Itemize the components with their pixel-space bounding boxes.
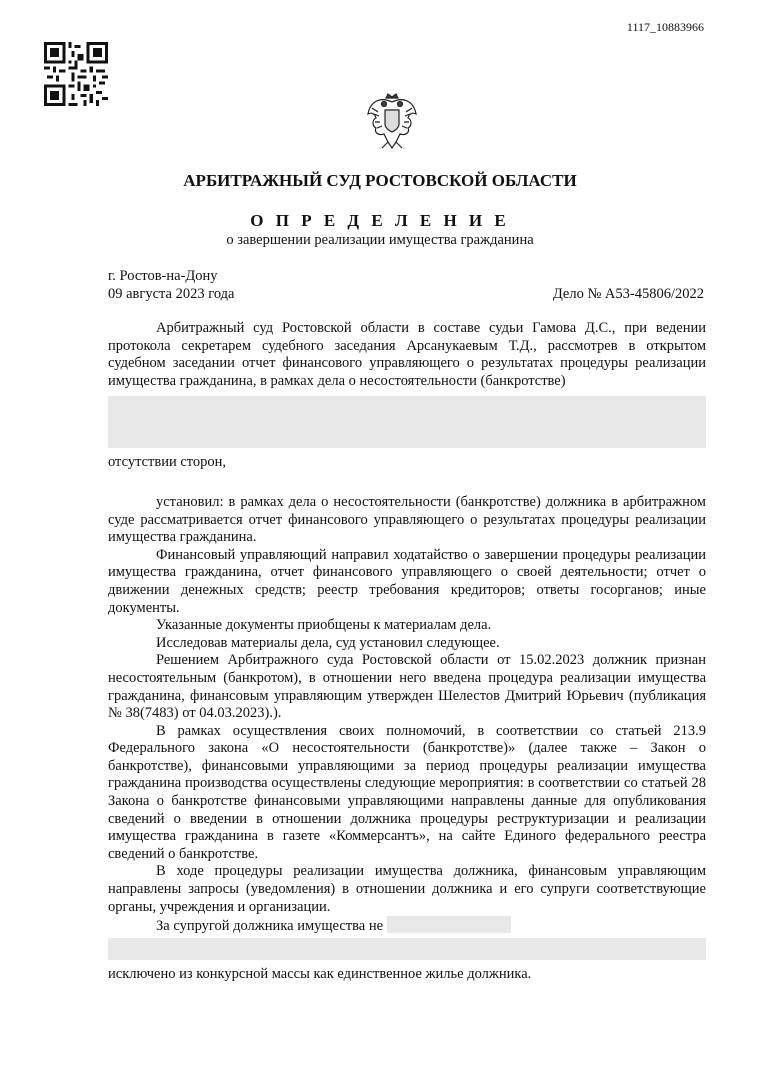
paragraph-examined: Исследовав материалы дела, суд установил следующее.	[156, 634, 500, 651]
redacted-line	[108, 938, 706, 960]
paragraph-excluded: исключено из конкурсной массы как единственное жилье должника.	[108, 965, 532, 982]
coat-of-arms-icon	[366, 92, 418, 152]
paragraph-intro-end: отсутствии сторон,	[108, 454, 227, 471]
paragraph-intro: Арбитражный суд Ростовской области в составе судьи Гамова Д.С., при ведении протокола секретарем судебного заседания Арсанукаевым Т.Д., рассмотрев в открытом судебном заседании отчет финансового управляющего о результатах процедуры реализации имущества гражданина, в рамках дела о несостоятельности (банкротстве)	[108, 320, 706, 389]
paragraph-established: установил: в рамках дела о несостоятельности (банкротстве) должника в арбитражном суде рассматривается отчет финансового управляющего о результатах процедуры реализации имущества гражданина.	[108, 493, 706, 546]
spouse-property-text: За супругой должника имущества не	[156, 918, 384, 935]
city: г. Ростов-на-Дону	[108, 268, 218, 284]
document-id: 1117_10883966	[626, 20, 704, 34]
document-subtitle: о завершении реализации имущества гражданина	[226, 232, 534, 248]
redacted-block	[108, 396, 706, 448]
document-title: О П Р Е Д Е Л Е Н И Е	[250, 211, 510, 230]
place-and-date	[108, 267, 234, 303]
paragraph-spouse-property	[108, 916, 706, 936]
date: 09 августа 2023 года	[108, 286, 235, 302]
paragraph-measures: В рамках осуществления своих полномочий, в соответствии со статьей 213.9 Федерального закона «О несостоятельности (банкротстве)» (далее также – Закон о банкротстве), финансовыми управляющими за период процедуры реализации имущества гражданина производства осуществлены следующие мероприятия: в соответствии со статьей 28 Закона о банкротстве финансовыми управляющими направлены данные для опубликования сведений о введении в отношении должника процедуры реструктуризации и реализации имущества гражданина в газете «Коммерсантъ», на сайте Единого федерального реестра сведений о банкротстве.	[108, 722, 706, 862]
paragraph-requests: В ходе процедуры реализации имущества должника, финансовым управляющим направлены запросы (уведомления) в отношении должника и его супруги соответствующие органы, учреждения и организации.	[108, 863, 706, 915]
document-body	[108, 320, 706, 983]
court-name: АРБИТРАЖНЫЙ СУД РОСТОВСКОЙ ОБЛАСТИ	[183, 171, 577, 190]
paragraph-motion: Финансовый управляющий направил ходатайство о завершении процедуры реализации имущества гражданина, отчет финансового управляющего о своей деятельности; отчет о движении денежных средств; реестр требования кредиторов; ответы госорганов; иные документы.	[108, 546, 706, 616]
case-number: Дело № А53-45806/2022	[552, 286, 704, 302]
qr-code	[44, 42, 108, 106]
paragraph-decision: Решением Арбитражного суда Ростовской области от 15.02.2023 должник признан несостоятельным (банкротом), в отношении него введена процедура реализации имущества гражданина, финансовым управляющим утвержден Шелестов Дмитрий Юрьевич (публикация № 38(7483) от 04.03.2023).).	[108, 652, 706, 722]
paragraph-attached: Указанные документы приобщены к материалам дела.	[156, 617, 492, 634]
redacted-inline	[387, 916, 511, 933]
